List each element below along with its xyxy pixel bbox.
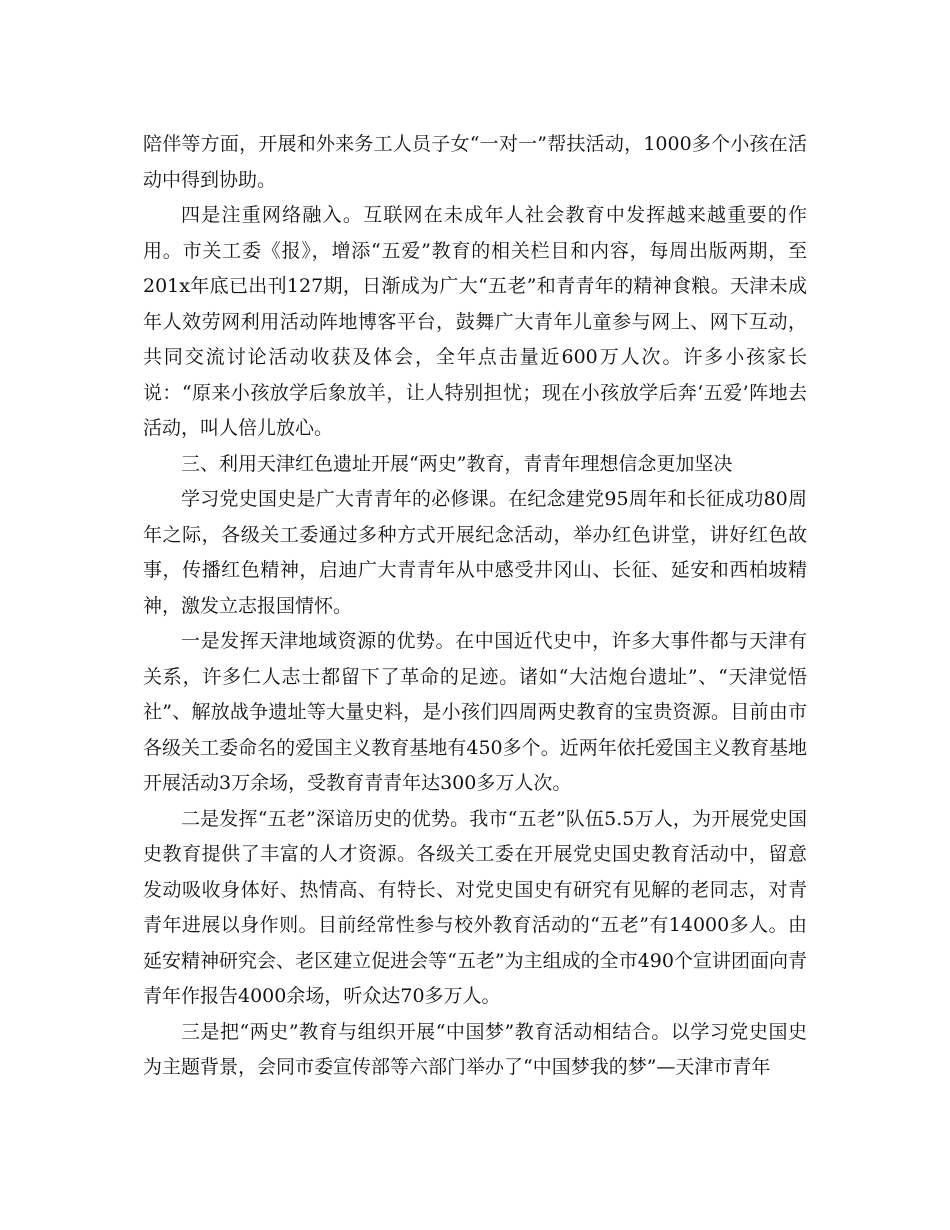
section-heading: 三、利用天津红色遗址开展“两史”教育，青青年理想信念更加坚决	[181, 452, 733, 475]
paragraph-continuation: 陪伴等方面，开展和外来务工人员子女“一对一”帮扶活动，1000多个小孩在活动中得到协助。	[143, 133, 807, 191]
paragraph-network-integration: 四是注重网络融入。互联网在未成年人社会教育中发挥越来越重要的作用。市关工委《报》，增添“五爱”教育的相关栏目和内容，每周出版两期，至201x年底已出刊127期，日渐成为广大“五老”和青青年的精神食粮。天津未成年人效劳网利用活动阵地博客平台，鼓舞广大青年儿童参与网上、网下互动，共同交流讨论活动收获及体会，全年点击量近600万人次。许多小孩家长说：“原来小孩放学后象放羊，让人特别担忧；现在小孩放学后奔‘五爱’阵地去活动，叫人倍儿放心。	[143, 204, 807, 439]
paragraph-china-dream: 三是把“两史”教育与组织开展“中国梦”教育活动相结合。以学习党史国史为主题背景，会同市委宣传部等六部门举办了“中国梦我的梦”—天津市青年	[143, 1020, 807, 1078]
paragraph-five-elders: 二是发挥“五老”深谙历史的优势。我市“五老”队伍5.5万人，为开展党史国史教育提供了丰富的人才资源。各级关工委在开展党史国史教育活动中，留意发动吸收身体好、热情高、有特长、对党史国史有研究有见解的老同志，对青青年进展以身作则。目前经常性参与校外教育活动的“五老”有14000多人。由延安精神研究会、老区建立促进会等“五老”为主组成的全市490个宣讲团面向青青年作报告4000余场，听众达70多万人。	[143, 807, 807, 1007]
paragraph-party-history-intro: 学习党史国史是广大青青年的必修课。在纪念建党95周年和长征成功80周年之际，各级关工委通过多种方式开展纪念活动，举办红色讲堂，讲好红色故事，传播红色精神，启迪广大青青年从中感受井冈山、长征、延安和西柏坡精神，激发立志报国情怀。	[143, 488, 807, 617]
document-body	[143, 127, 807, 1086]
paragraph-regional-resources: 一是发挥天津地域资源的优势。在中国近代史中，许多大事件都与天津有关系，许多仁人志士都留下了革命的足迹。诸如“大沽炮台遗址”、“天津觉悟社”、解放战争遗址等大量史料，是小孩们四周两史教育的宝贵资源。目前由市各级关工委命名的爱国主义教育基地有450多个。近两年依托爱国主义教育基地开展活动3万余场，受教育青青年达300多万人次。	[143, 630, 807, 794]
